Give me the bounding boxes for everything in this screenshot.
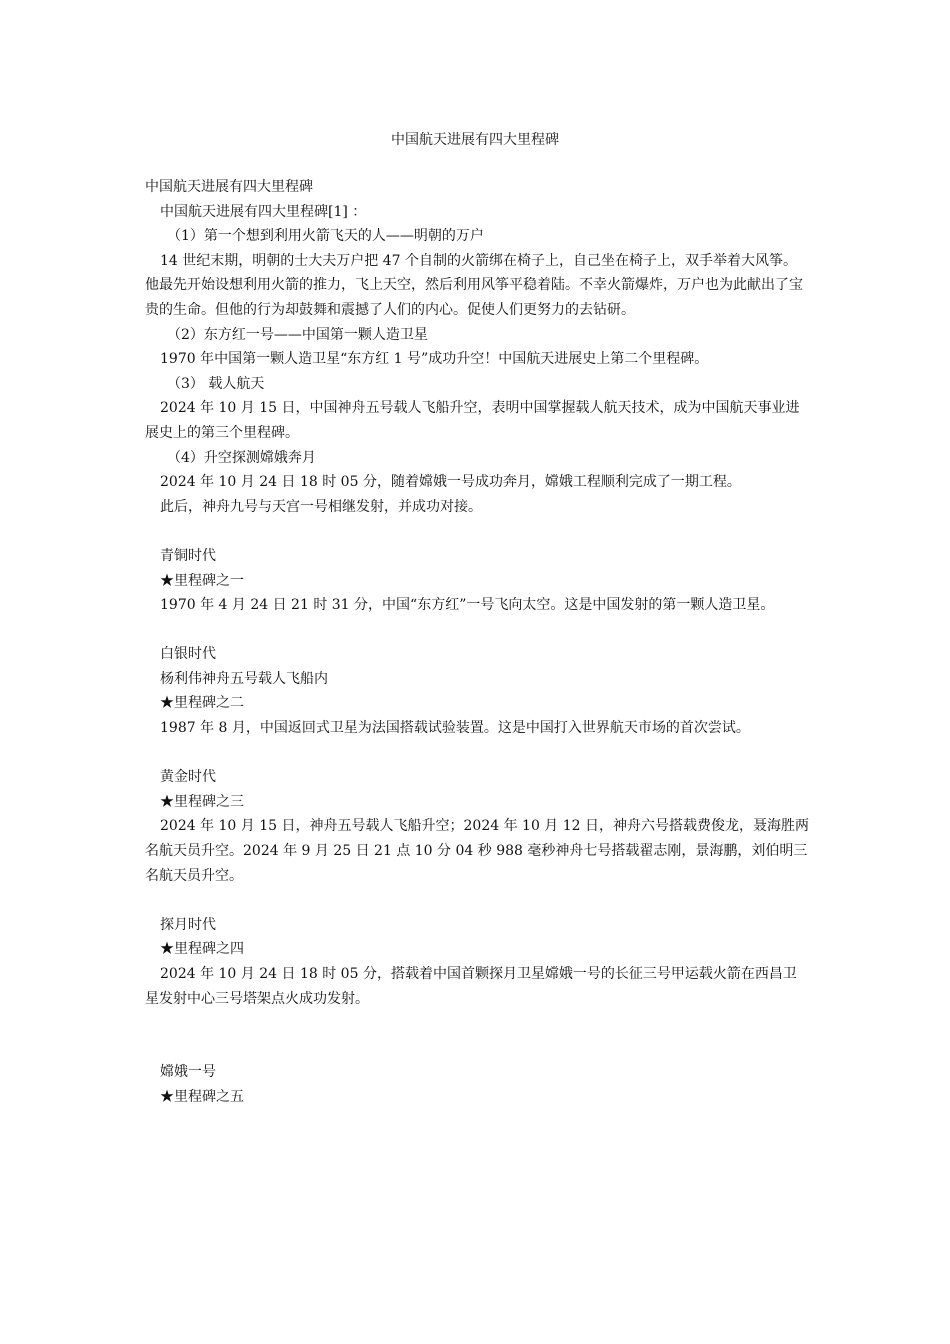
heading-main: 中国航天进展有四大里程碑 xyxy=(145,179,313,195)
era-heading-silver: 白银时代 xyxy=(160,646,216,663)
section-heading-2: （2）东方红一号——中国第一颗人造卫星 xyxy=(167,326,428,343)
section-heading-3: （3） 载人航天 xyxy=(167,375,265,392)
spacer xyxy=(145,618,810,643)
paragraph-milestone-1: 1970 年 4 月 24 日 21 时 31 分，中国“东方红”一号飞向太空。这是中国发射的第一颗人造卫星。 xyxy=(160,597,775,614)
heading-change1: 嫦娥一号 xyxy=(160,1064,216,1081)
milestone-label-2: ★里程碑之二 xyxy=(160,695,244,712)
paragraph-wanhu: 14 世纪末期，明朝的士大夫万户把 47 个自制的火箭绑在椅子上，自己坐在椅子上，双手举着大风筝。他最先开始设想利用火箭的推力，飞上天空，然后利用风筝平稳着陆。不幸火箭爆炸，万户也为此献出了宝贵的生命。但他的行为却鼓舞和震撼了人们的内心。促使人们更努力的去钻研。 xyxy=(145,252,803,318)
spacer xyxy=(145,888,810,913)
paragraph-shenzhou5: 2024 年 10 月 15 日，中国神舟五号载人飞船升空，表明中国掌握载人航天技术，成为中国航天事业进展史上的第三个里程碑。 xyxy=(145,400,800,441)
era-heading-gold: 黄金时代 xyxy=(160,769,216,786)
section-heading-4: （4）升空探测嫦娥奔月 xyxy=(167,449,316,466)
paragraph-change1: 2024 年 10 月 24 日 18 时 05 分，随着嫦娥一号成功奔月，嫦娥工程顺利完成了一期工程。 xyxy=(160,474,741,491)
spacer xyxy=(145,741,810,766)
spacer xyxy=(145,519,810,544)
document-title: 中国航天进展有四大里程碑 xyxy=(391,132,559,148)
paragraph-dongfanghong: 1970 年中国第一颗人造卫星“东方红 1 号”成功升空！中国航天进展史上第二个里程碑。 xyxy=(160,351,709,368)
paragraph-milestone-4: 2024 年 10 月 24 日 18 时 05 分，搭载着中国首颗探月卫星嫦娥一号的长征三号甲运载火箭在西昌卫星发射中心三号塔架点火成功发射。 xyxy=(145,966,797,1007)
era-heading-lunar: 探月时代 xyxy=(160,916,216,933)
paragraph-milestone-2: 1987 年 8 月，中国返回式卫星为法国搭载试验装置。这是中国打入世界航天市场的首次尝试。 xyxy=(160,720,750,737)
document-body xyxy=(145,175,810,1109)
caption-yangliwei: 杨利伟神舟五号载人飞船内 xyxy=(160,670,328,687)
milestone-label-4: ★里程碑之四 xyxy=(160,941,244,958)
era-heading-bronze: 青铜时代 xyxy=(160,547,216,564)
paragraph-tiangong: 此后，神舟九号与天宫一号相继发射，并成功对接。 xyxy=(160,498,482,515)
subheading-reference: 中国航天进展有四大里程碑[1] ： xyxy=(160,203,367,220)
spacer xyxy=(145,1011,810,1060)
milestone-label-1: ★里程碑之一 xyxy=(160,572,244,589)
section-heading-1: （1）第一个想到利用火箭飞天的人——明朝的万户 xyxy=(167,228,484,245)
milestone-label-3: ★里程碑之三 xyxy=(160,793,244,810)
milestone-label-5: ★里程碑之五 xyxy=(160,1088,244,1105)
paragraph-milestone-3: 2024 年 10 月 15 日，神舟五号载人飞船升空；2024 年 10 月 12 日，神舟六号搭载费俊龙，聂海胜两名航天员升空。2024 年 9 月 25 日 21 点 10 分 04 秒 988 毫秒神舟七号搭载翟志刚，景海鹏，刘伯明三名航天员升空。 xyxy=(145,818,810,884)
